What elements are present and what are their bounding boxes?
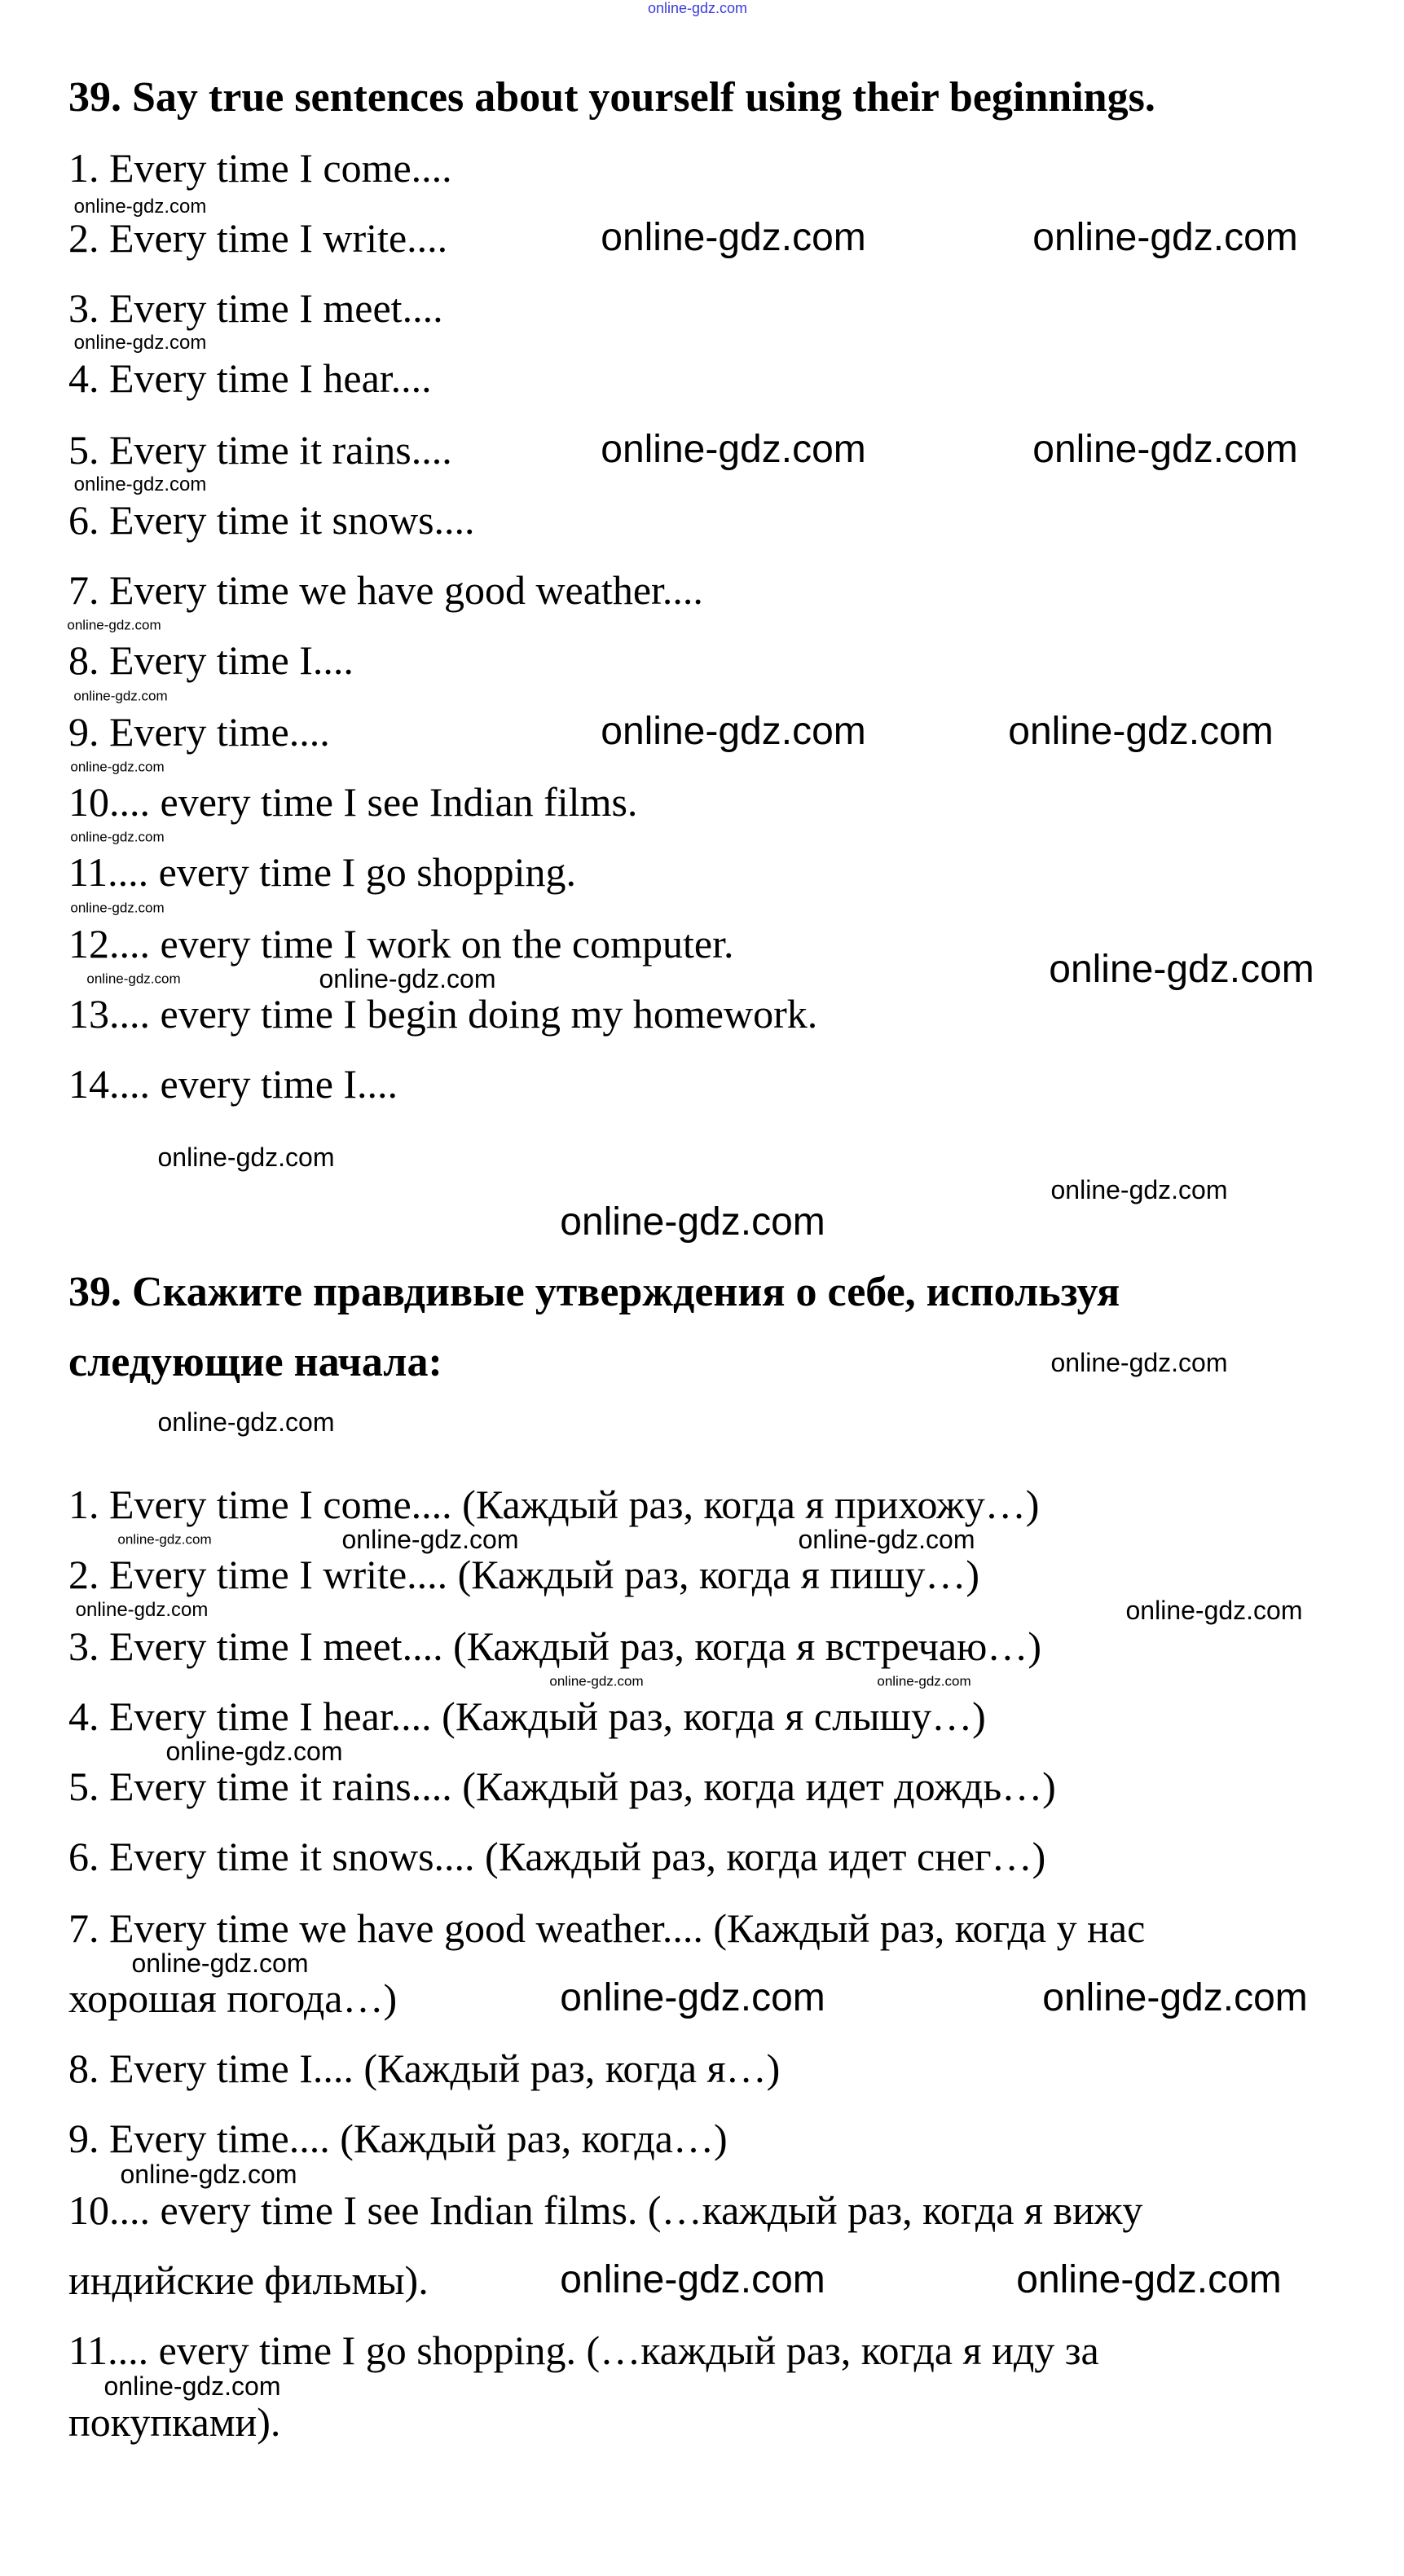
- exercise-item-en: 12.... every time I work on the computer.: [68, 921, 734, 967]
- watermark: online-gdz.com: [1032, 216, 1298, 259]
- exercise-item-en: 8. Every time I....: [68, 637, 354, 683]
- exercise-item-ru: 7. Every time we have good weather.... (Каждый раз, когда у нас: [68, 1905, 1146, 1951]
- exercise-item-ru: 4. Every time I hear.... (Каждый раз, когда я слышу…): [68, 1693, 986, 1739]
- watermark: online-gdz.com: [86, 971, 181, 987]
- watermark: online-gdz.com: [67, 617, 161, 633]
- exercise-item-en: 1. Every time I come....: [68, 145, 452, 191]
- watermark: online-gdz.com: [120, 2160, 297, 2189]
- exercise-item-en: 5. Every time it rains....: [68, 427, 452, 473]
- exercise-item-ru: 11.... every time I go shopping. (…каждый раз, когда я иду за: [68, 2327, 1099, 2373]
- watermark: online-gdz.com: [601, 710, 866, 753]
- exercise-item-ru: хорошая погода…): [68, 1975, 398, 2021]
- watermark: online-gdz.com: [549, 1673, 644, 1689]
- exercise-item-en: 14.... every time I....: [68, 1061, 398, 1107]
- watermark: online-gdz.com: [1032, 428, 1298, 471]
- watermark: online-gdz.com: [1050, 1175, 1228, 1204]
- watermark: online-gdz.com: [157, 1143, 335, 1172]
- exercise-item-ru: 3. Every time I meet.... (Каждый раз, когда я встречаю…): [68, 1623, 1042, 1669]
- watermark: online-gdz.com: [73, 332, 207, 354]
- exercise-item-ru: 5. Every time it rains.... (Каждый раз, когда идет дождь…): [68, 1764, 1056, 1809]
- watermark: online-gdz.com: [131, 1949, 309, 1978]
- exercise-item-en: 7. Every time we have good weather....: [68, 567, 703, 613]
- watermark: online-gdz.com: [560, 2258, 825, 2301]
- watermark: online-gdz.com: [1042, 1976, 1308, 2019]
- watermark: online-gdz.com: [73, 196, 207, 218]
- watermark: online-gdz.com: [798, 1525, 975, 1554]
- watermark: online-gdz.com: [103, 2371, 281, 2401]
- exercise-item-en: 6. Every time it snows....: [68, 497, 475, 543]
- watermark: online-gdz.com: [877, 1673, 971, 1689]
- watermark: online-gdz.com: [70, 829, 165, 845]
- watermark: online-gdz.com: [560, 1200, 825, 1244]
- watermark: online-gdz.com: [73, 473, 207, 495]
- exercise-item-ru: покупками).: [68, 2399, 281, 2445]
- watermark: online-gdz.com: [1008, 710, 1274, 753]
- watermark: online-gdz.com: [1125, 1596, 1303, 1625]
- watermark: online-gdz.com: [601, 428, 866, 471]
- watermark: online-gdz.com: [73, 688, 168, 704]
- exercise-item-en: 11.... every time I go shopping.: [68, 849, 577, 895]
- watermark: online-gdz.com: [70, 900, 165, 916]
- exercise-heading-en: 39. Say true sentences about yourself using their beginnings.: [68, 74, 1155, 121]
- watermark: online-gdz.com: [341, 1525, 519, 1554]
- watermark: online-gdz.com: [1050, 1348, 1228, 1377]
- exercise-heading-ru: следующие начала:: [68, 1339, 442, 1385]
- exercise-item-en: 10.... every time I see Indian films.: [68, 779, 638, 825]
- exercise-item-ru: индийские фильмы).: [68, 2257, 429, 2303]
- exercise-item-ru: 9. Every time.... (Каждый раз, когда…): [68, 2116, 728, 2161]
- watermark: online-gdz.com: [647, 0, 748, 16]
- watermark: online-gdz.com: [75, 1599, 209, 1621]
- exercise-item-en: 13.... every time I begin doing my homework.: [68, 991, 818, 1037]
- exercise-item-en: 3. Every time I meet....: [68, 285, 443, 331]
- exercise-item-ru: 10.... every time I see Indian films. (…каждый раз, когда я вижу: [68, 2187, 1143, 2233]
- exercise-item-ru: 6. Every time it snows.... (Каждый раз, когда идет снег…): [68, 1834, 1046, 1879]
- watermark: online-gdz.com: [165, 1737, 343, 1766]
- exercise-heading-ru: 39. Скажите правдивые утверждения о себе, используя: [68, 1269, 1120, 1315]
- watermark: online-gdz.com: [560, 1976, 825, 2019]
- exercise-item-en: 4. Every time I hear....: [68, 355, 432, 401]
- exercise-item-ru: 2. Every time I write.... (Каждый раз, когда я пишу…): [68, 1552, 980, 1597]
- watermark: online-gdz.com: [601, 216, 866, 259]
- exercise-item-ru: 8. Every time I.... (Каждый раз, когда я…): [68, 2045, 781, 2091]
- watermark: online-gdz.com: [1049, 948, 1314, 991]
- exercise-item-en: 9. Every time....: [68, 709, 330, 755]
- watermark: online-gdz.com: [319, 964, 496, 993]
- watermark: online-gdz.com: [70, 759, 165, 775]
- exercise-item-en: 2. Every time I write....: [68, 215, 448, 261]
- exercise-item-ru: 1. Every time I come.... (Каждый раз, когда я прихожу…): [68, 1482, 1040, 1527]
- watermark: online-gdz.com: [1016, 2258, 1282, 2301]
- watermark: online-gdz.com: [117, 1531, 212, 1548]
- watermark: online-gdz.com: [157, 1407, 335, 1437]
